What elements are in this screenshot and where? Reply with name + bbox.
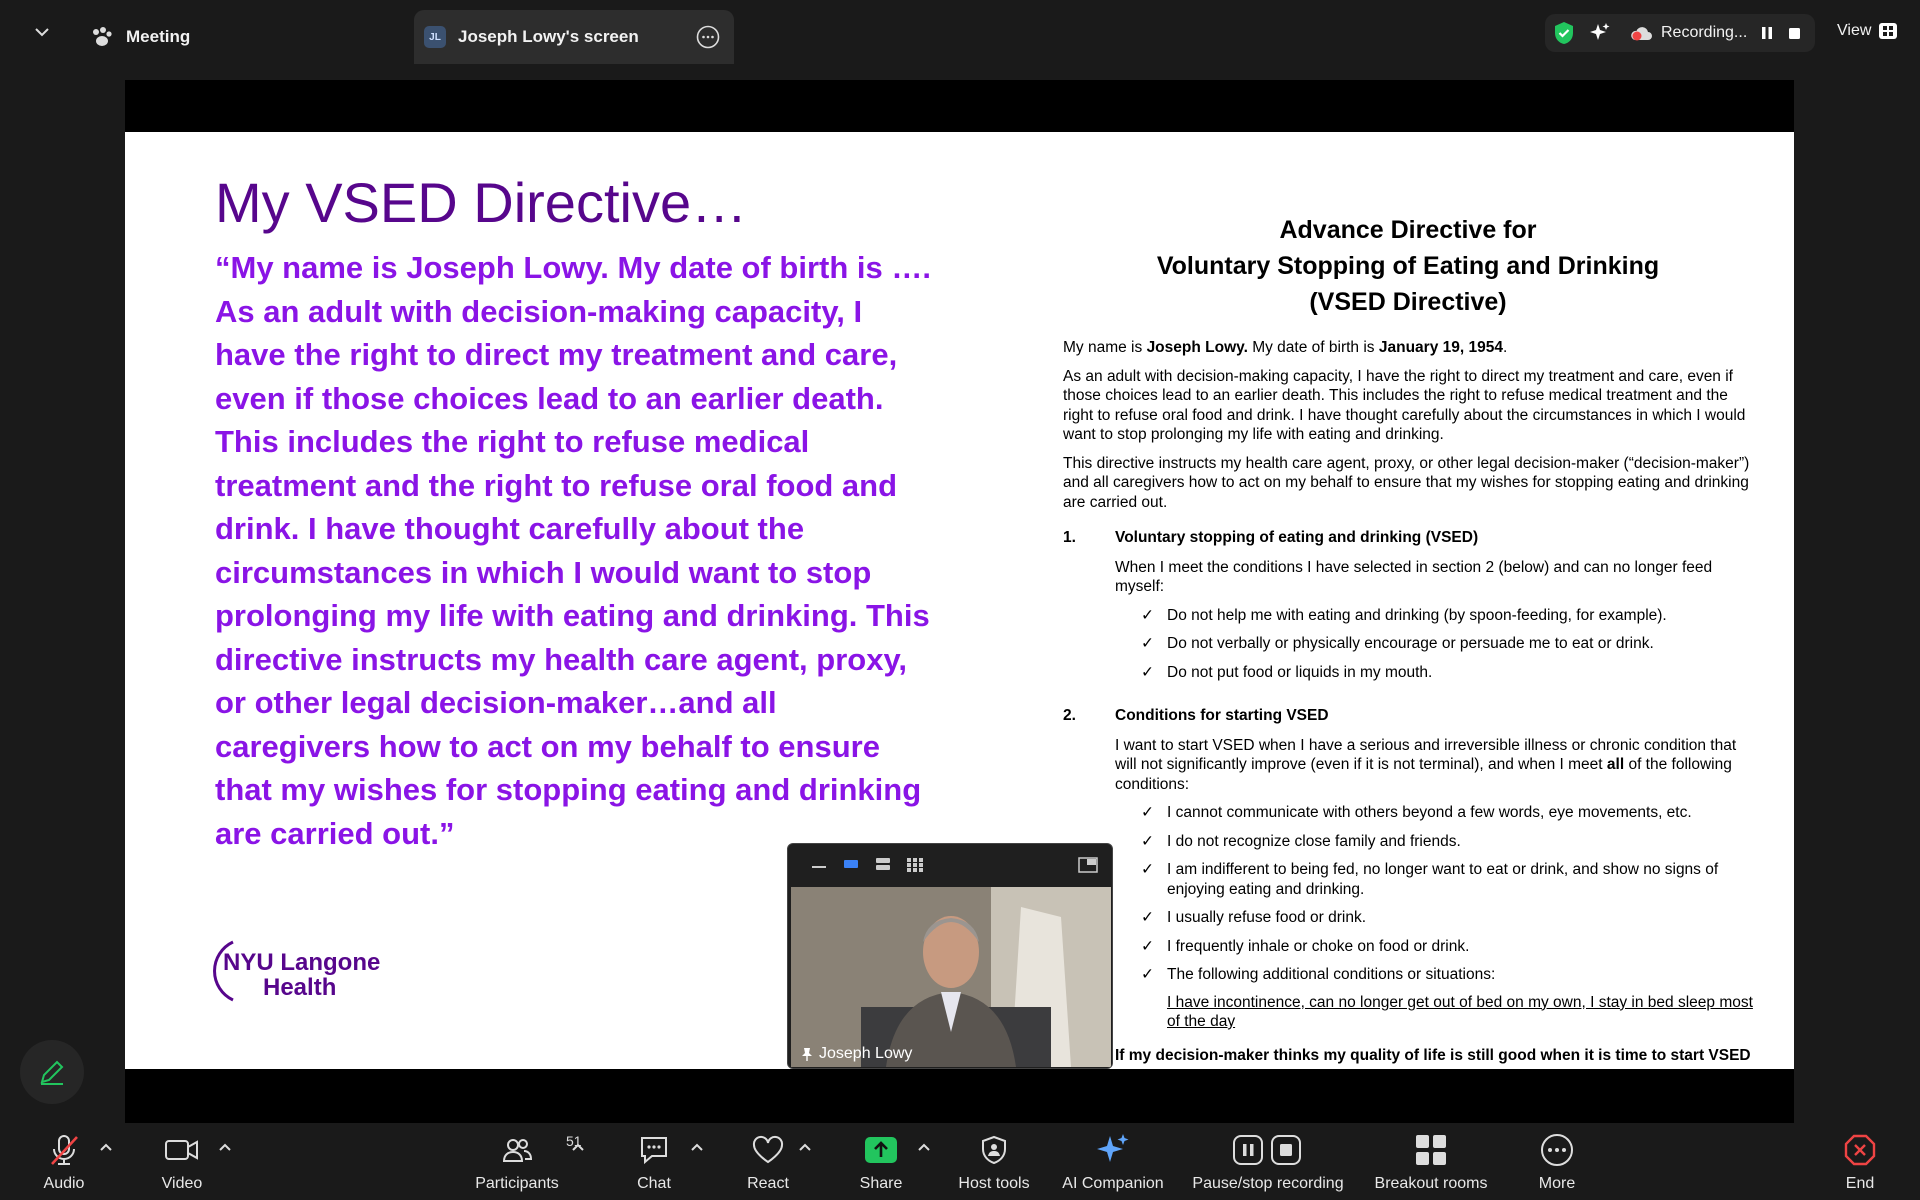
audio-options-chevron-icon[interactable]	[99, 1139, 113, 1149]
share-options-chevron-icon[interactable]	[917, 1139, 931, 1149]
list-item: ✓ Do not verbally or physically encourage or persuade me to eat or drink.	[1141, 635, 1654, 652]
breakout-rooms-button[interactable]: Breakout rooms	[1370, 1123, 1492, 1200]
checkmark-icon: ✓	[1141, 804, 1154, 821]
section-1-text: When I meet the conditions I have selected in section 2 (below) and can no longer feed myself:	[1115, 558, 1713, 595]
avatar: JL	[424, 26, 446, 48]
recording-label: Recording...	[1661, 24, 1748, 41]
tab-meeting[interactable]	[90, 10, 390, 64]
document-paragraph-2: This directive instructs my health care agent, proxy, or other legal decision-maker (“decision-maker”) and all caregivers how to act on my behalf to ensure that my wishes for stopping eating and drinking are carried out.	[1063, 454, 1750, 511]
audio-button[interactable]: Audio	[40, 1123, 88, 1200]
participants-icon	[502, 1131, 582, 1169]
list-item: ✓ The following additional conditions or situations:	[1141, 966, 1496, 983]
paw-icon	[90, 26, 114, 48]
list-item: ✓ Do not put food or liquids in my mouth.	[1141, 663, 1433, 681]
share-button[interactable]: Share	[858, 1123, 904, 1200]
list-item: ✓ I frequently inhale or choke on food or drink.	[1141, 937, 1470, 955]
cloud-recording-icon	[1629, 24, 1653, 42]
participant-count: 51	[566, 1133, 582, 1149]
document-intro: My name is Joseph Lowy. My date of birth is January 19, 1954.	[1063, 339, 1508, 356]
minimize-icon[interactable]	[810, 857, 828, 871]
checkmark-icon: ✓	[1141, 909, 1154, 926]
section-2-heading: 2. Conditions for starting VSED	[1063, 707, 1329, 724]
react-button[interactable]: React	[744, 1123, 792, 1200]
breakout-rooms-icon	[1415, 1131, 1447, 1169]
floating-video-window[interactable]	[787, 843, 1113, 1069]
slide-title: My VSED Directive…	[215, 171, 748, 234]
nyu-langone-logo	[213, 936, 383, 1006]
heart-icon	[751, 1131, 785, 1169]
pin-icon	[801, 1047, 813, 1061]
top-bar	[0, 0, 1920, 64]
document-last-line: If my decision-maker thinks my quality of life is still good when it is time to start VSED	[1115, 1046, 1751, 1064]
participants-options-chevron-icon[interactable]	[571, 1139, 585, 1149]
chevron-down-icon[interactable]	[30, 22, 54, 42]
host-tools-button[interactable]: Host tools	[954, 1123, 1034, 1200]
tab-shared-screen[interactable]	[414, 10, 734, 64]
participants-button[interactable]: 51 Participants	[475, 1133, 582, 1192]
share-screen-icon	[864, 1131, 898, 1169]
react-options-chevron-icon[interactable]	[798, 1139, 812, 1149]
document-title: Advance Directive for Voluntary Stopping of Eating and Drinking (VSED Directive)	[1156, 216, 1660, 316]
slide-quote: “My name is Joseph Lowy. My date of birth is …. As an adult with decision-making capacity, I have the right to direct my treatment and care, even if those choices lead to an earlier death. This includes the right to refuse medical treatment and the right to refuse oral food and drink. I have thought carefully about the circumstances in which I would want to stop prolonging my life with eating and drinking. This directive instructs my health care agent, proxy, or other legal decision-maker…and all caregivers how to act on my behalf to ensure that my wishes for stopping eating and drinking are carried out.”	[215, 250, 931, 851]
view-label: View	[1837, 22, 1872, 39]
pause-stop-recording-icon	[1232, 1131, 1304, 1169]
list-item: ✓ I am indifferent to being fed, no longer want to eat or drink, and show no signs of enjoying eating and drinking.	[1141, 861, 1719, 898]
section-1-heading: 1. Voluntary stopping of eating and drinking (VSED)	[1063, 529, 1479, 546]
tab-screen-label: Joseph Lowy's screen	[458, 27, 639, 46]
chat-button[interactable]: Chat	[632, 1123, 676, 1200]
video-window-toolbar	[788, 844, 1112, 884]
participant-video-image	[791, 887, 1111, 1067]
recording-status	[1545, 14, 1815, 52]
tab-meeting-label: Meeting	[126, 27, 191, 46]
section-2-text: I want to start VSED when I have a serious and irreversible illness or chronic condition that will not significantly improve (even if it is not terminal), and when I meet all of the following conditions:	[1115, 736, 1737, 793]
list-item: ✓ I do not recognize close family and friends.	[1141, 832, 1461, 850]
vsed-document	[1063, 212, 1753, 1065]
document-paragraph-1: As an adult with decision-making capacity, I have the right to direct my treatment and care, even if those choices lead to an earlier death. This includes the right to refuse medical treatment and the right to refuse oral food and drink. I have thought carefully about the circumstances in which I would want to stop prolonging my life with eating and drinking.	[1063, 367, 1746, 443]
end-meeting-button[interactable]: End	[1842, 1123, 1878, 1200]
pause-icon[interactable]	[1761, 27, 1773, 39]
pause-stop-recording-button[interactable]: Pause/stop recording	[1186, 1123, 1350, 1200]
additional-conditions: I have incontinence, can no longer get out of bed on my own, I stay in bed sleep most of the day	[1167, 993, 1753, 1030]
participant-video	[791, 887, 1111, 1067]
ai-companion-button[interactable]: AI Companion	[1058, 1123, 1168, 1200]
grid-view-icon	[1879, 23, 1897, 39]
checkmark-icon: ✓	[1141, 937, 1154, 955]
chat-options-chevron-icon[interactable]	[690, 1139, 704, 1149]
checkmark-icon: ✓	[1141, 832, 1154, 850]
more-options-icon[interactable]	[696, 25, 720, 49]
checkmark-icon: ✓	[1141, 966, 1154, 983]
stop-icon[interactable]	[1789, 28, 1800, 39]
exit-floating-icon[interactable]	[1078, 857, 1096, 871]
camera-icon	[164, 1131, 200, 1169]
meeting-controls	[0, 1123, 1920, 1200]
list-item: ✓ I usually refuse food or drink.	[1141, 909, 1367, 926]
shield-check-icon[interactable]	[1553, 21, 1575, 45]
pencil-icon	[37, 1057, 67, 1087]
shield-icon	[980, 1131, 1008, 1169]
list-item: ✓ I cannot communicate with others beyond a few words, eye movements, etc.	[1141, 804, 1692, 821]
participant-name-label: Joseph Lowy	[801, 1045, 912, 1063]
gallery-view-icon[interactable]	[906, 857, 924, 871]
chat-icon	[638, 1131, 670, 1169]
checkmark-icon: ✓	[1141, 663, 1154, 681]
checkmark-icon: ✓	[1141, 635, 1154, 652]
more-icon	[1540, 1131, 1574, 1169]
sparkle-icon[interactable]	[1589, 22, 1611, 44]
view-button[interactable]	[1837, 22, 1897, 40]
end-icon	[1844, 1131, 1876, 1169]
list-item: ✓ Do not help me with eating and drinking (by spoon-feeding, for example).	[1141, 606, 1667, 624]
standard-view-icon[interactable]	[874, 857, 892, 871]
more-button[interactable]: More	[1536, 1123, 1578, 1200]
svg-text:Health: Health	[263, 974, 337, 1001]
video-button[interactable]: Video	[160, 1123, 204, 1200]
speaker-view-icon[interactable]	[842, 857, 860, 871]
checkmark-icon: ✓	[1141, 861, 1154, 878]
annotate-button[interactable]	[20, 1040, 84, 1104]
checkmark-icon: ✓	[1141, 606, 1154, 624]
ai-sparkle-icon	[1095, 1131, 1131, 1169]
muted-mic-icon	[47, 1131, 81, 1169]
video-options-chevron-icon[interactable]	[218, 1139, 232, 1149]
svg-text:NYU Langone: NYU Langone	[223, 949, 381, 976]
